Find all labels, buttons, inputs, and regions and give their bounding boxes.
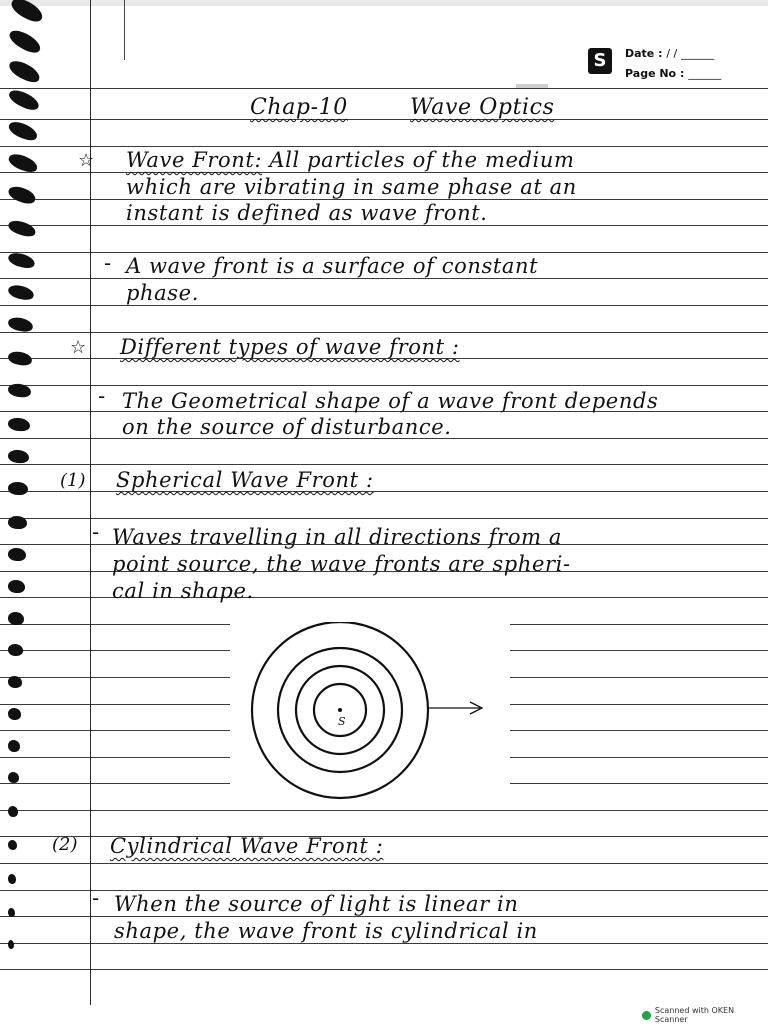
source-label: S (338, 715, 346, 728)
spherical-line-1: Waves travelling in all directions from a (112, 525, 562, 549)
star-bullet-icon: ☆ (70, 337, 87, 358)
chapter-title: Chap-10 (250, 95, 348, 120)
cylindrical-line-2: shape, the wave front is cylindrical in (114, 919, 538, 943)
star-bullet-icon: ☆ (78, 150, 95, 171)
surface-line-1: A wave front is a surface of constant (126, 254, 539, 278)
notebook-logo: S (588, 48, 612, 74)
scanner-logo-icon (642, 1011, 651, 1020)
top-edge-line (124, 0, 125, 60)
spherical-wavefront-diagram (230, 622, 510, 802)
geometry-line-2: on the source of disturbance. (122, 415, 452, 439)
spiral-binding (0, 0, 56, 1000)
date-field (625, 47, 714, 60)
wavefront-definition-line-2: which are vibrating in same phase at an (126, 175, 577, 199)
page-number-field (625, 67, 721, 80)
dash-bullet: - (92, 520, 100, 544)
scanner-watermark (642, 1006, 768, 1024)
cylindrical-line-1: When the source of light is linear in (114, 892, 519, 916)
spherical-line-2: point source, the wave fronts are spheri- (112, 552, 571, 576)
wavefront-definition-line-3: instant is defined as wave front. (126, 201, 488, 225)
date-label: Date : (625, 47, 663, 60)
dash-bullet: - (104, 251, 112, 275)
page-top-edge (0, 0, 768, 6)
scanner-text: Scanned with OKEN Scanner (654, 1006, 735, 1024)
date-underline: ______ (681, 47, 715, 60)
page-number-underline: ______ (688, 67, 722, 80)
section-number-1: (1) (60, 470, 86, 491)
wavefront-heading: Wave Front: (126, 148, 263, 172)
spherical-line-3: cal in shape. (112, 579, 254, 603)
cylindrical-heading: Cylindrical Wave Front : (110, 834, 384, 858)
point-source-dot (338, 708, 342, 712)
diagram-background (230, 622, 510, 802)
geometry-line-1: The Geometrical shape of a wave front depends (122, 389, 659, 413)
date-value: / / (666, 47, 678, 60)
surface-line-2: phase. (126, 281, 199, 305)
page-number-label: Page No : (625, 67, 685, 80)
wavefront-definition-text: All particles of the medium (269, 148, 575, 172)
wavefront-definition-line-1 (126, 147, 575, 173)
subject-title: Wave Optics (410, 95, 555, 120)
types-heading: Different types of wave front : (120, 335, 460, 359)
section-number-2: (2) (52, 834, 78, 855)
scan-mark (516, 84, 548, 88)
dash-bullet: - (92, 886, 100, 910)
spherical-heading: Spherical Wave Front : (116, 468, 374, 492)
dash-bullet: - (98, 384, 106, 408)
